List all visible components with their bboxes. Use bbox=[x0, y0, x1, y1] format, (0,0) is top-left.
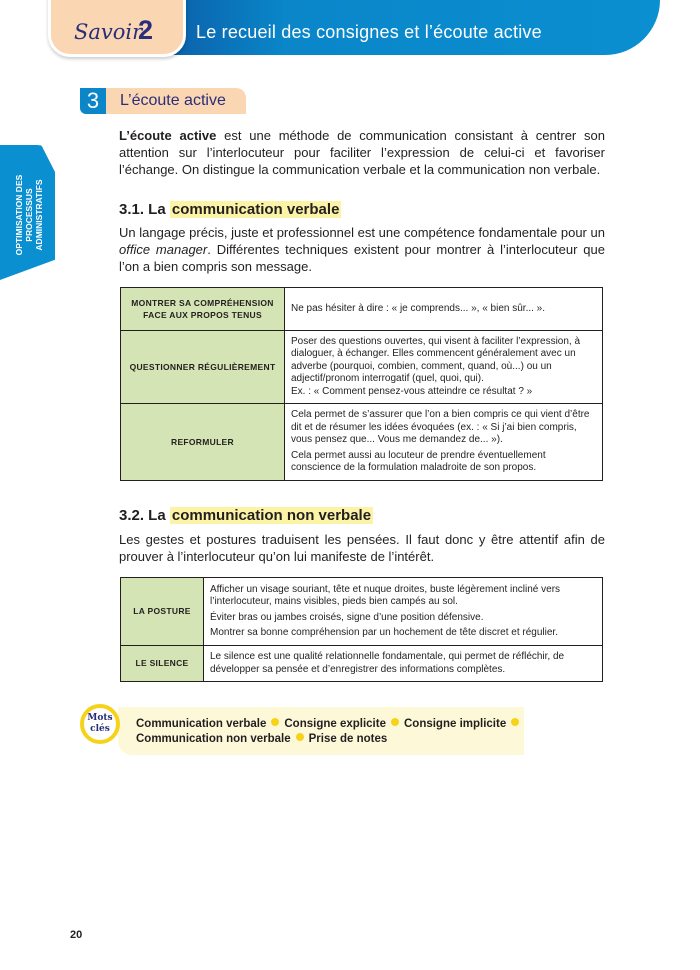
table-row: REFORMULER Cela permet de s’assurer que l’on a bien compris ce qui vient d’être dit et de résumer les idées évoquées (ex. : « Si j’ai bien compris, vous pensez que... Vous me demandez de... »). Cela permet aussi au locuteur de prendre éventuellement conscience de la formulation maladroite de son propos. bbox=[121, 404, 603, 481]
nonverbal-paragraph: Les gestes et postures traduisent les pensées. Il faut donc y être attentif afin de prouver à l’interlocuteur qu’on lui manifeste de l’intérêt. bbox=[119, 532, 605, 564]
verbal-table bbox=[120, 287, 603, 481]
intro-paragraph: L’écoute active est une méthode de communication consistant à centrer son attention sur l’interlocuteur pour faciliter l’expression de celui-ci et favoriser l’échange. On distingue la communication verbale et la communication non verbale. bbox=[119, 128, 605, 177]
chapter-title: Le recueil des consignes et l’écoute active bbox=[196, 22, 542, 42]
savoir-number: 2 bbox=[138, 15, 154, 45]
keywords-list: Communication verbale Consigne explicite Consigne implicite Communication non verbale Prise de notes bbox=[136, 717, 526, 747]
section-title: L’écoute active bbox=[106, 88, 246, 114]
page-number: 20 bbox=[70, 929, 83, 941]
section-number: 3 bbox=[80, 88, 106, 114]
subsection-heading-nonverbal: 3.2. La communication non verbale bbox=[119, 507, 372, 524]
table-row: LE SILENCE Le silence est une qualité relationnelle fondamentale, qui permet de réfléchir, de développer sa pensée et d’enregistrer des informations complètes. bbox=[121, 646, 603, 682]
table-row: LA POSTURE Afficher un visage souriant, tête et nuque droites, buste légèrement incliné vers l’interlocuteur, mains visibles, pieds bien campés au sol. Éviter bras ou jambes croisés, signe d’une position défensive. Montrer sa bonne compréhension par un hochement de tête discret et régulier. bbox=[121, 578, 603, 646]
nonverbal-table bbox=[120, 577, 603, 682]
bullet-dot-icon bbox=[511, 718, 519, 726]
keywords-badge: Mots clés bbox=[80, 704, 120, 744]
table-row: MONTRER SA COMPRÉHENSION FACE AUX PROPOS TENUS Ne pas hésiter à dire : « je comprends... », « bien sûr... ». bbox=[121, 288, 603, 331]
side-tab-label: OPTIMISATION DES PROCESSUS ADMINISTRATIFS bbox=[14, 174, 44, 256]
bullet-dot-icon bbox=[271, 718, 279, 726]
table-row: QUESTIONNER RÉGULIÈREMENT Poser des questions ouvertes, qui visent à faciliter l’expression, à dialoguer, à échanger. Elles commencent généralement avec un adverbe (pourquoi, combien, comment, quand, où...) ou un adjectif/pronom interrogatif (quel, quoi, qui). Ex. : « Comment pensez-vous atteindre ce résultat ? » bbox=[121, 331, 603, 404]
savoir-label: Savoir bbox=[74, 20, 143, 44]
bullet-dot-icon bbox=[391, 718, 399, 726]
subsection-heading-verbal: 3.1. La communication verbale bbox=[119, 201, 340, 218]
verbal-paragraph: Un langage précis, juste et professionnel est une compétence fondamentale pour un office manager. Différentes techniques existent pour montrer à l’interlocuteur que l’on a bien compris son message. bbox=[119, 225, 605, 274]
bullet-dot-icon bbox=[296, 733, 304, 741]
